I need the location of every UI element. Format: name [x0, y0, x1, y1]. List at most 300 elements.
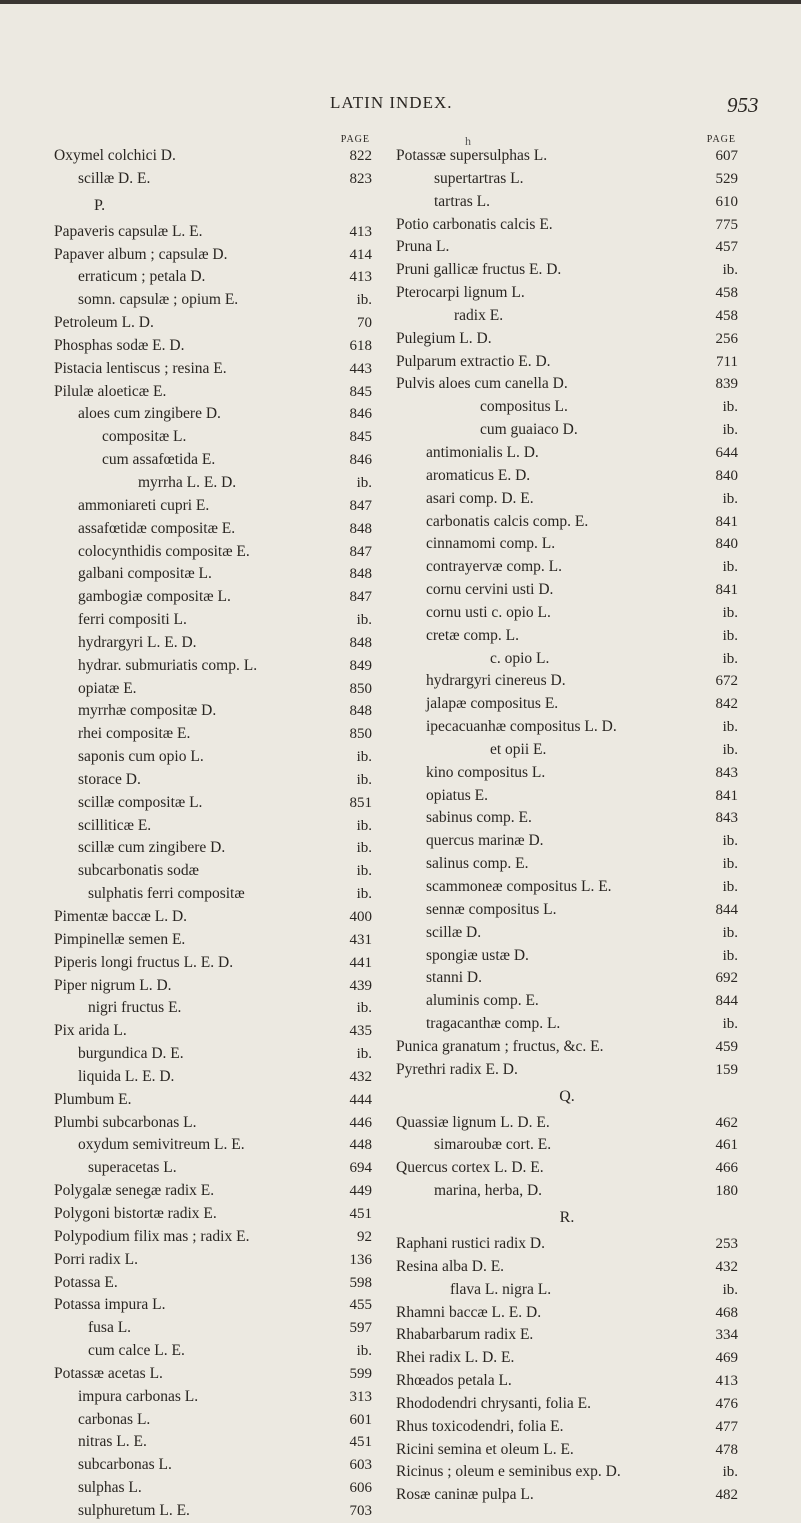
entry-text: compositus L. [480, 398, 568, 416]
index-entry [396, 899, 738, 922]
entry-page-ref: 841 [715, 513, 738, 530]
entry-text: scammoneæ compositus L. E. [426, 878, 612, 895]
index-entry [54, 1112, 372, 1135]
entry-page-ref: ib. [356, 474, 372, 491]
index-entry [396, 1134, 738, 1157]
entry-text: tragacanthæ comp. L. [426, 1015, 561, 1033]
index-entry [396, 1180, 738, 1203]
index-entry [396, 625, 738, 648]
index-entry [396, 945, 738, 968]
entry-text: Petroleum L. D. [54, 314, 154, 332]
left-column [54, 134, 372, 1523]
entry-page-ref: 413 [349, 269, 372, 286]
entry-page-ref: ib. [722, 856, 738, 873]
entry-page-ref: 848 [349, 520, 372, 537]
entry-page-ref: 459 [715, 1038, 738, 1055]
index-entry [54, 837, 372, 860]
index-entry [54, 495, 372, 518]
entry-page-ref: 448 [349, 1137, 372, 1154]
entry-page-ref: ib. [722, 1016, 738, 1033]
entry-text: Pilulæ aloeticæ E. [54, 382, 167, 400]
index-entry [54, 1020, 372, 1043]
entry-text: scillæ cum zingibere D. [78, 839, 226, 857]
entry-text: Polypodium filix mas ; radix E. [54, 1227, 250, 1245]
entry-page-ref: 476 [715, 1395, 738, 1412]
entry-page-ref: 599 [349, 1365, 372, 1382]
entry-page-ref: 469 [715, 1350, 738, 1367]
entry-page-ref: 839 [715, 376, 738, 393]
entry-page-ref: 441 [349, 954, 372, 971]
entry-text: ipecacuanhæ compositus L. D. [426, 718, 617, 736]
entry-text: Rhei radix L. D. E. [396, 1349, 515, 1367]
entry-page-ref: 92 [357, 1228, 372, 1245]
entry-page-ref: 848 [349, 566, 372, 583]
index-entry [54, 289, 372, 312]
entry-text: Pulegium L. D. [396, 329, 492, 347]
entry-page-ref: 461 [715, 1137, 738, 1154]
entry-page-ref: ib. [722, 879, 738, 895]
entry-text: Ricinus ; oleum e seminibus exp. D. [396, 1463, 621, 1481]
entry-page-ref: 451 [349, 1205, 372, 1222]
entry-text: cinnamomi comp. L. [426, 535, 556, 553]
entry-text: oxydum semivitreum L. E. [78, 1136, 245, 1154]
entry-page-ref: 823 [349, 170, 372, 187]
entry-page-ref: 414 [349, 246, 372, 263]
entry-page-ref: ib. [356, 817, 372, 834]
entry-text: sulphas L. [78, 1479, 142, 1497]
index-entry [54, 266, 372, 289]
index-entry [396, 533, 738, 556]
entry-text: sennæ compositus L. [426, 900, 557, 918]
entry-text: liquida L. E. D. [78, 1067, 175, 1085]
index-entry [396, 807, 738, 830]
index-entry [54, 1134, 372, 1157]
entry-text: scillæ compositæ L. [78, 793, 203, 811]
entry-text: et opii E. [490, 740, 547, 758]
entry-page-ref: 711 [716, 353, 738, 370]
index-entry [54, 929, 372, 952]
index-entry [396, 967, 738, 990]
entry-page-ref: 692 [715, 970, 738, 987]
entry-text: saponis cum opio L. [78, 748, 204, 766]
entry-page-ref: 846 [349, 406, 372, 423]
index-entry [54, 145, 372, 168]
entry-page-ref: 843 [715, 764, 738, 781]
entry-page-ref: 451 [349, 1434, 372, 1451]
entry-page-ref: 672 [715, 673, 738, 690]
index-entry [396, 762, 738, 785]
entry-page-ref: ib. [722, 604, 738, 621]
entry-text: myrrha L. E. D. [138, 473, 237, 491]
entry-text: Polygoni bistortæ radix E. [54, 1204, 217, 1222]
index-entry [396, 830, 738, 853]
entry-page-ref: 703 [349, 1502, 372, 1519]
entry-text: Ricini semina et oleum L. E. [396, 1440, 574, 1458]
entry-text: scilliticæ E. [78, 816, 152, 834]
entry-text: Rhabarbarum radix E. [396, 1326, 534, 1344]
entry-page-ref: ib. [722, 490, 738, 507]
entry-page-ref: ib. [356, 749, 372, 766]
entry-text: radix E. [454, 306, 504, 324]
index-entry [396, 1233, 738, 1256]
entry-text: Pix arida L. [54, 1022, 127, 1040]
entry-text: superacetas L. [88, 1159, 177, 1177]
index-entry [54, 1180, 372, 1203]
index-entry [54, 1157, 372, 1180]
entry-text: Potio carbonatis calcis E. [396, 215, 553, 233]
index-entry [54, 860, 372, 883]
index-entry [396, 739, 738, 762]
entry-text: Potassa E. [54, 1273, 118, 1291]
entry-page-ref: 313 [349, 1388, 372, 1405]
entry-text: subcarbonatis sodæ [78, 862, 199, 880]
index-entry [54, 1226, 372, 1249]
entry-text: Punica granatum ; fructus, &c. E. [396, 1037, 604, 1055]
entry-text: c. opio L. [490, 649, 550, 667]
entry-text: Polygalæ senegæ radix E. [54, 1182, 215, 1200]
index-entry [54, 1294, 372, 1317]
entry-page-ref: 413 [349, 223, 372, 240]
index-entry [396, 1036, 738, 1059]
right-column [396, 134, 738, 1507]
entry-page-ref: 775 [715, 216, 738, 233]
entry-page-ref: 846 [349, 452, 372, 469]
entry-page-ref: 400 [349, 909, 372, 925]
index-entry [54, 769, 372, 792]
entry-page-ref: ib. [722, 1281, 738, 1298]
entry-page-ref: ib. [722, 627, 738, 644]
entry-text: hydrar. submuriatis comp. L. [78, 656, 258, 674]
running-head: LATIN INDEX. [330, 93, 453, 112]
entry-page-ref: ib. [356, 292, 372, 309]
entry-page-ref: ib. [356, 886, 372, 903]
entry-text: aromaticus E. D. [426, 466, 531, 484]
entry-text: jalapæ compositus E. [426, 695, 559, 713]
entry-text: sabinus comp. E. [426, 809, 532, 827]
index-entry [396, 442, 738, 465]
index-entry [54, 883, 372, 906]
entry-page-ref: 449 [349, 1183, 372, 1200]
index-entry [54, 403, 372, 426]
entry-text: aloes cum zingibere D. [78, 405, 221, 423]
entry-text: Papaver album ; capsulæ D. [54, 245, 228, 263]
index-entry [396, 1013, 738, 1036]
entry-text: Rhus toxicodendri, folia E. [396, 1417, 564, 1435]
index-entry [54, 1363, 372, 1386]
entry-text: carbonatis calcis comp. E. [426, 512, 589, 530]
entry-text: Piperis longi fructus L. E. D. [54, 953, 234, 971]
index-entry [54, 1066, 372, 1089]
entry-page-ref: ib. [722, 947, 738, 964]
entry-text: Pruni gallicæ fructus E. D. [396, 261, 562, 279]
entry-page-ref: 444 [349, 1091, 372, 1108]
entry-text: somn. capsulæ ; opium E. [78, 291, 239, 309]
entry-page-ref: 694 [349, 1160, 372, 1177]
entry-text: Pruna L. [396, 238, 450, 256]
index-entry [54, 632, 372, 655]
index-entry [54, 1409, 372, 1432]
entry-text: cum guaiaco D. [480, 421, 578, 439]
entry-text: scillæ D. E. [78, 169, 151, 187]
index-entry [54, 678, 372, 701]
index-entry [54, 381, 372, 404]
entry-text: Potassæ acetas L. [54, 1364, 163, 1382]
entry-page-ref: 435 [349, 1023, 372, 1040]
entry-page-ref: 603 [349, 1457, 372, 1474]
entry-page-ref: ib. [356, 1343, 372, 1360]
entry-page-ref: ib. [722, 262, 738, 279]
entry-page-ref: 644 [715, 444, 738, 461]
index-entry [54, 1317, 372, 1340]
index-entry [396, 282, 738, 305]
entry-page-ref: 334 [715, 1327, 738, 1344]
section-letter: R. [559, 1208, 575, 1226]
entry-page-ref: ib. [722, 399, 738, 416]
index-entry [396, 511, 738, 534]
entry-text: flava L. nigra L. [450, 1280, 552, 1298]
entry-page-ref: 468 [715, 1304, 738, 1321]
index-entry [54, 792, 372, 815]
index-entry [396, 1112, 738, 1135]
entry-page-ref: 850 [349, 680, 372, 697]
entry-text: cretæ comp. L. [426, 626, 519, 644]
entry-page-ref: 466 [715, 1160, 738, 1177]
left-page-label: PAGE [340, 134, 370, 145]
entry-text: Pterocarpi lignum L. [396, 284, 525, 302]
entry-text: Rosæ caninæ pulpa L. [396, 1486, 534, 1504]
entry-text: contrayervæ comp. L. [426, 558, 563, 576]
entry-page-ref: 529 [715, 170, 738, 187]
entry-page-ref: 610 [715, 193, 738, 210]
entry-page-ref: ib. [722, 650, 738, 667]
index-entry [396, 236, 738, 259]
entry-page-ref: ib. [722, 422, 738, 439]
index-entry [396, 693, 738, 716]
entry-page-ref: 850 [349, 726, 372, 743]
index-entry [396, 785, 738, 808]
entry-text: Phosphas sodæ E. D. [54, 336, 185, 354]
index-entry [54, 1431, 372, 1454]
index-entry [396, 716, 738, 739]
entry-text: carbonas L. [78, 1410, 151, 1428]
index-entry [54, 906, 372, 929]
entry-page-ref: 253 [715, 1235, 738, 1252]
entry-page-ref: 607 [715, 148, 738, 164]
index-entry [54, 746, 372, 769]
entry-page-ref: ib. [356, 771, 372, 788]
entry-text: Rhamni baccæ L. E. D. [396, 1303, 542, 1321]
entry-page-ref: ib. [722, 741, 738, 758]
entry-page-ref: 841 [715, 787, 738, 804]
entry-page-ref: 597 [349, 1320, 372, 1337]
entry-page-ref: 847 [349, 497, 372, 514]
index-entry [54, 221, 372, 244]
index-entry [54, 1340, 372, 1363]
entry-page-ref: 618 [349, 337, 372, 354]
entry-text: galbani compositæ L. [78, 565, 212, 583]
entry-page-ref: 439 [349, 977, 372, 994]
index-entry [396, 351, 738, 374]
entry-text: cum assafœtida E. [102, 451, 216, 469]
index-entry [54, 563, 372, 586]
entry-page-ref: 822 [349, 148, 372, 164]
entry-page-ref: 159 [715, 1061, 738, 1078]
entry-page-ref: 455 [349, 1297, 372, 1314]
index-entry [396, 373, 738, 396]
entry-page-ref: 845 [349, 383, 372, 400]
entry-page-ref: 458 [715, 285, 738, 302]
index-entry [54, 655, 372, 678]
section-letter: Q. [559, 1087, 575, 1105]
index-entry [396, 1461, 738, 1484]
entry-text: cornu cervini usti D. [426, 581, 554, 599]
index-entry [396, 556, 738, 579]
entry-text: ammoniareti cupri E. [78, 496, 210, 514]
index-entry [54, 723, 372, 746]
entry-text: supertartras L. [434, 169, 524, 187]
entry-page-ref: 841 [715, 582, 738, 599]
index-entry [54, 1386, 372, 1409]
entry-text: scillæ D. [426, 923, 482, 941]
entry-page-ref: 70 [357, 315, 372, 332]
entry-page-ref: 840 [715, 467, 738, 484]
index-entry [54, 1203, 372, 1226]
entry-page-ref: ib. [722, 559, 738, 576]
entry-text: impura carbonas L. [78, 1387, 199, 1405]
index-entry [396, 648, 738, 671]
entry-page-ref: 845 [349, 429, 372, 446]
entry-page-ref: 462 [715, 1114, 738, 1131]
entry-text: assafœtidæ compositæ E. [78, 519, 236, 537]
entry-text: tartras L. [434, 192, 490, 210]
index-entry [396, 670, 738, 693]
right-page-label: PAGE [706, 134, 736, 145]
entry-page-ref: 482 [715, 1487, 738, 1504]
index-entry [396, 1279, 738, 1302]
index-entry [396, 1324, 738, 1347]
index-entry [54, 609, 372, 632]
entry-text: nitras L. E. [78, 1433, 147, 1451]
entry-text: quercus marinæ D. [426, 832, 544, 850]
entry-page-ref: 256 [715, 330, 738, 347]
entry-page-ref: 136 [349, 1251, 372, 1268]
index-entry [54, 358, 372, 381]
entry-page-ref: 606 [349, 1480, 372, 1497]
entry-page-ref: ib. [356, 612, 372, 629]
index-entry [54, 168, 372, 191]
index-entry [396, 1302, 738, 1325]
index-entry [54, 1477, 372, 1500]
index-entry [396, 990, 738, 1013]
entry-page-ref: 843 [715, 810, 738, 827]
entry-text: Pimentæ baccæ L. D. [54, 908, 188, 925]
entry-page-ref: ib. [356, 840, 372, 857]
entry-text: spongiæ ustæ D. [426, 946, 529, 964]
entry-text: Rhœados petala L. [396, 1372, 512, 1390]
page-number: 953 [727, 93, 759, 117]
entry-text: Potassa impura L. [54, 1296, 166, 1314]
index-entry [54, 1249, 372, 1272]
index-entry [54, 518, 372, 541]
entry-text: asari comp. D. E. [426, 489, 534, 507]
index-entry [396, 419, 738, 442]
index-entry [396, 168, 738, 191]
entry-page-ref: 432 [715, 1258, 738, 1275]
entry-text: antimonialis L. D. [426, 443, 539, 461]
entry-text: Pulvis aloes cum canella D. [396, 375, 568, 393]
entry-text: Porri radix L. [54, 1250, 138, 1268]
index-entry [54, 1500, 372, 1523]
entry-page-ref: 413 [715, 1373, 738, 1390]
entry-text: Papaveris capsulæ L. E. [54, 222, 203, 240]
entry-text: aluminis comp. E. [426, 992, 539, 1010]
index-entry [396, 396, 738, 419]
entry-page-ref: 478 [715, 1441, 738, 1458]
entry-text: burgundica D. E. [78, 1045, 184, 1063]
index-entry [54, 244, 372, 267]
entry-text: marina, herba, D. [434, 1182, 543, 1200]
index-entry [396, 465, 738, 488]
index-entry [396, 259, 738, 282]
index-entry [54, 700, 372, 723]
index-entry [396, 1416, 738, 1439]
index-entry [396, 1439, 738, 1462]
entry-page-ref: ib. [722, 924, 738, 941]
entry-text: Potassæ supersulphas L. [396, 147, 548, 164]
entry-text: Raphani rustici radix D. [396, 1234, 545, 1252]
index-entry [54, 1089, 372, 1112]
entry-page-ref: ib. [356, 1000, 372, 1017]
entry-page-ref: 842 [715, 696, 738, 713]
entry-page-ref: 477 [715, 1418, 738, 1435]
entry-page-ref: 848 [349, 634, 372, 651]
entry-page-ref: ib. [356, 863, 372, 880]
index-entry [54, 952, 372, 975]
entry-page-ref: ib. [722, 1464, 738, 1481]
index-entry [396, 305, 738, 328]
entry-text: storace D. [78, 770, 141, 788]
entry-text: colocynthidis compositæ E. [78, 542, 250, 560]
entry-text: sulphatis ferri compositæ [88, 885, 245, 903]
index-entry [396, 1347, 738, 1370]
entry-page-ref: 601 [349, 1411, 372, 1428]
entry-text: Pyrethri radix E. D. [396, 1060, 518, 1078]
index-entry [396, 214, 738, 237]
entry-text: ferri compositi L. [78, 611, 187, 629]
index-entry [396, 328, 738, 351]
entry-page-ref: 457 [715, 239, 738, 256]
index-entry [54, 815, 372, 838]
entry-page-ref: 851 [349, 794, 372, 811]
left-entry-list [54, 145, 372, 1523]
right-entry-list [396, 145, 738, 1507]
entry-text: rhei compositæ E. [78, 725, 191, 743]
entry-text: sulphuretum L. E. [78, 1501, 190, 1519]
entry-text: simaroubæ cort. E. [434, 1136, 552, 1154]
index-entry [396, 1393, 738, 1416]
entry-text: opiatus E. [426, 786, 488, 804]
entry-text: Pimpinellæ semen E. [54, 930, 186, 948]
entry-text: Rhododendri chrysanti, folia E. [396, 1394, 591, 1412]
stray-mark: h [465, 134, 471, 148]
entry-text: salinus comp. E. [426, 855, 529, 873]
entry-text: Resina alba D. E. [396, 1257, 505, 1275]
top-rule [0, 0, 801, 4]
entry-page-ref: 849 [349, 657, 372, 674]
entry-page-ref: 458 [715, 307, 738, 324]
entry-text: gambogiæ compositæ L. [78, 588, 231, 606]
entry-text: subcarbonas L. [78, 1456, 172, 1474]
